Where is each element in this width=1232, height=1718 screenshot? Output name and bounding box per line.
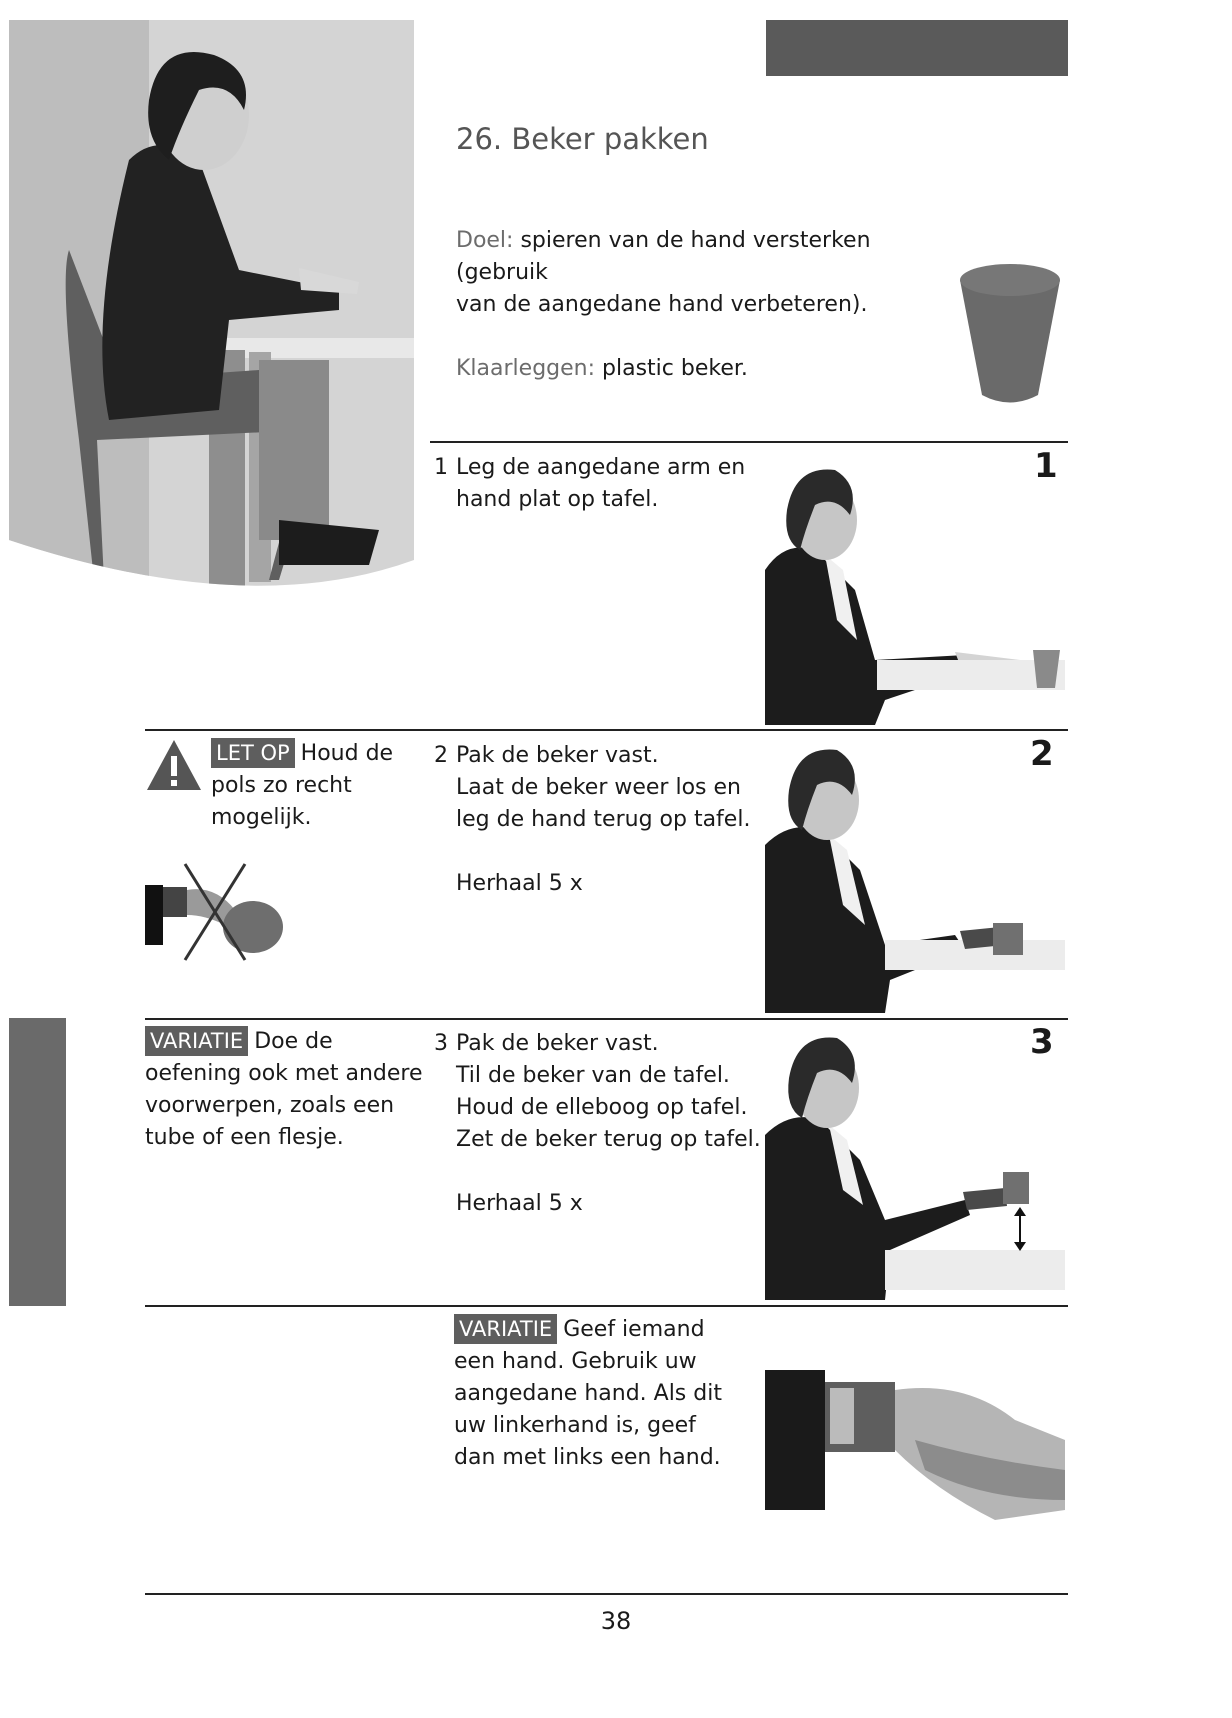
- exercise-title: 26. Beker pakken: [456, 122, 709, 156]
- cup-icon: [950, 250, 1070, 410]
- side-tab-bar: [9, 1018, 66, 1306]
- variation-2-badge: VARIATIE: [454, 1314, 557, 1344]
- step-3-big-number: 3: [1030, 1022, 1054, 1062]
- step-3-photo: [765, 1030, 1065, 1300]
- variation-1-text-rest: oefening ook met andere voorwerpen, zoals een tube of een flesje.: [145, 1061, 423, 1150]
- prep-paragraph: [456, 353, 936, 385]
- step-2-text: Pak de beker vast. Laat de beker weer los en leg de hand terug op tafel.: [456, 743, 751, 832]
- step-3-text: Pak de beker vast. Til de beker van de tafel. Houd de elleboog op tafel. Zet de beker terug op tafel.: [456, 1031, 761, 1152]
- step-1-number: 1: [434, 455, 448, 480]
- step-1-big-number: 1: [1034, 446, 1058, 486]
- divider-3: [145, 1018, 1068, 1020]
- step-1-text: Leg de aangedane arm en hand plat op tafel.: [456, 455, 746, 512]
- goal-label: Doel:: [456, 228, 514, 253]
- divider-1: [430, 441, 1068, 443]
- step-2-repeat: Herhaal 5 x: [456, 871, 583, 896]
- step-2-big-number: 2: [1030, 734, 1054, 774]
- warning-badge: LET OP: [211, 738, 295, 768]
- page-number: 38: [600, 1607, 632, 1635]
- handshake-photo: [765, 1370, 1065, 1530]
- double-arrow-icon: [1012, 1206, 1028, 1252]
- header-bar: [766, 20, 1068, 76]
- warning-note: [211, 738, 421, 834]
- hero-photo: [9, 20, 429, 600]
- variation-2-text-first: Geef iemand: [563, 1317, 705, 1342]
- step-3-number: 3: [434, 1031, 448, 1056]
- step-1-photo: [765, 460, 1065, 725]
- step-2-number: 2: [434, 743, 448, 768]
- warning-triangle-icon: [145, 738, 203, 792]
- divider-2: [145, 729, 1068, 731]
- divider-footer: [145, 1593, 1068, 1595]
- goal-text: spieren van de hand versterken (gebruik van de aangedane hand verbeteren).: [456, 228, 871, 317]
- cross-icon: [180, 862, 250, 962]
- variation-2-note: [454, 1314, 754, 1474]
- variation-1-note: [145, 1026, 425, 1154]
- prep-text: plastic beker.: [602, 356, 748, 381]
- goal-paragraph: [456, 225, 936, 321]
- variation-1-badge: VARIATIE: [145, 1026, 248, 1056]
- variation-2-text-rest: een hand. Gebruik uw aangedane hand. Als dit uw linkerhand is, geef dan met links een hand.: [454, 1349, 722, 1470]
- step-2-photo: [765, 745, 1065, 1013]
- prep-label: Klaarleggen:: [456, 356, 596, 381]
- divider-4: [145, 1305, 1068, 1307]
- warning-text-first: Houd de: [300, 741, 394, 766]
- step-3-repeat: Herhaal 5 x: [456, 1191, 583, 1216]
- variation-1-text-first: Doe de: [254, 1029, 333, 1054]
- warning-text-rest: pols zo recht mogelijk.: [211, 773, 352, 830]
